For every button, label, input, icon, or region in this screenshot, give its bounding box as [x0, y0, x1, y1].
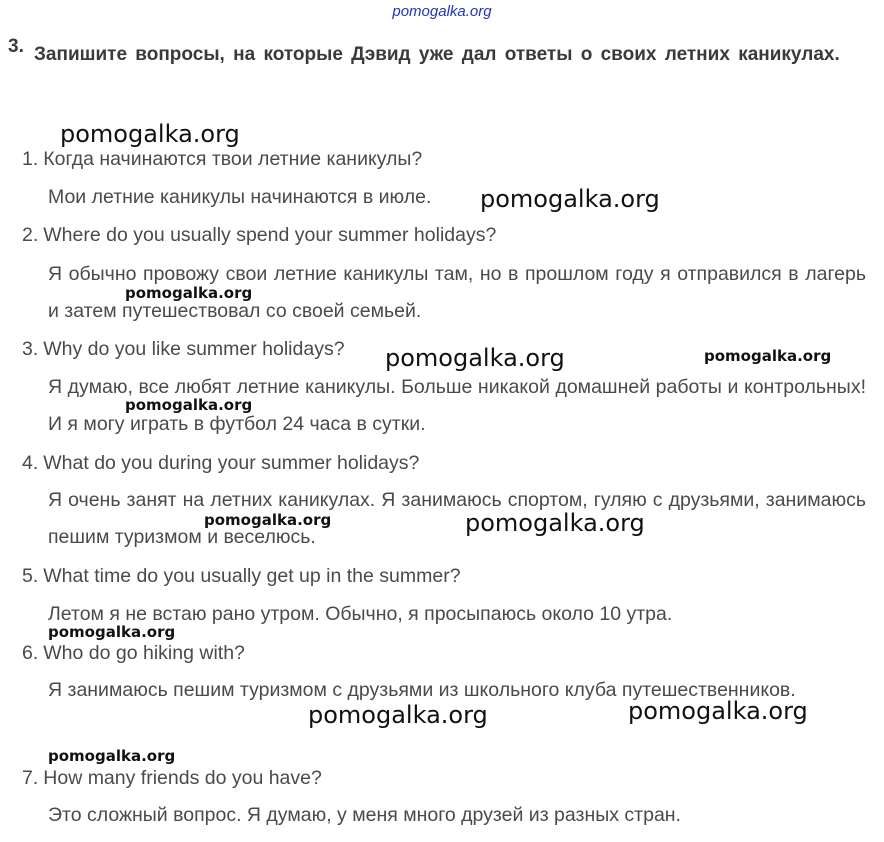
question-text: Who do go hiking with? [43, 642, 245, 664]
question-number: 4. [22, 452, 39, 474]
question-5 [22, 565, 461, 588]
answer-1: Мои летние каникулы начинаются в июле. [48, 186, 432, 208]
question-7 [22, 767, 322, 790]
watermark-text: pomogalka.org [385, 344, 565, 372]
watermark-text: pomogalka.org [48, 747, 176, 765]
answer-6: Я занимаюсь пешим туризмом с друзьями из школьного клуба путешественников. [48, 679, 796, 701]
question-number: 5. [22, 565, 39, 587]
question-text: Когда начинаются твои летние каникулы? [43, 148, 423, 170]
question-1 [22, 148, 422, 171]
task-heading: Запишите вопросы, на которые Дэвид уже дал ответы о своих летних каникулах. [34, 44, 840, 65]
watermark-text: pomogalka.org [704, 347, 832, 365]
watermark-text: pomogalka.org [125, 284, 253, 302]
watermark-text: pomogalka.org [480, 185, 660, 213]
watermark-text: pomogalka.org [308, 701, 488, 729]
task-number: 3. [8, 36, 24, 57]
question-number: 7. [22, 767, 39, 789]
watermark-text: pomogalka.org [48, 623, 176, 641]
watermark-text: pomogalka.org [465, 509, 645, 537]
question-text: What time do you usually get up in the summer? [43, 565, 461, 587]
question-number: 3. [22, 338, 39, 360]
question-6 [22, 642, 245, 665]
question-number: 6. [22, 642, 39, 664]
watermark-text: pomogalka.org [125, 396, 253, 414]
question-text: How many friends do you have? [43, 767, 322, 789]
question-4 [22, 452, 419, 475]
question-number: 2. [22, 224, 39, 246]
site-label-link[interactable]: pomogalka.org [392, 3, 492, 20]
question-text: Where do you usually spend your summer holidays? [43, 224, 497, 246]
question-number: 1. [22, 148, 39, 170]
question-text: Why do you like summer holidays? [43, 338, 345, 360]
answer-2: Я обычно провожу свои летние каникулы там, но в прошлом году я отправился в лагерь и затем путешествовал со своей семьей. [48, 263, 866, 322]
answer-5: Летом я не встаю рано утром. Обычно, я просыпаюсь около 10 утра. [48, 603, 673, 625]
question-text: What do you during your summer holidays? [43, 452, 420, 474]
watermark-text: pomogalka.org [204, 511, 332, 529]
watermark-text: pomogalka.org [628, 697, 808, 725]
watermark-text: pomogalka.org [60, 120, 240, 148]
question-2 [22, 224, 496, 247]
answer-4: Я очень занят на летних каникулах. Я занимаюсь спортом, гуляю с друзьями, занимаюсь пешим туризмом и веселюсь. [48, 489, 866, 548]
question-3 [22, 338, 345, 361]
answer-7: Это сложный вопрос. Я думаю, у меня много друзей из разных стран. [48, 804, 681, 826]
answer-3: Я думаю, все любят летние каникулы. Больше никакой домашней работы и контрольных! И я могу играть в футбол 24 часа в сутки. [48, 376, 866, 435]
